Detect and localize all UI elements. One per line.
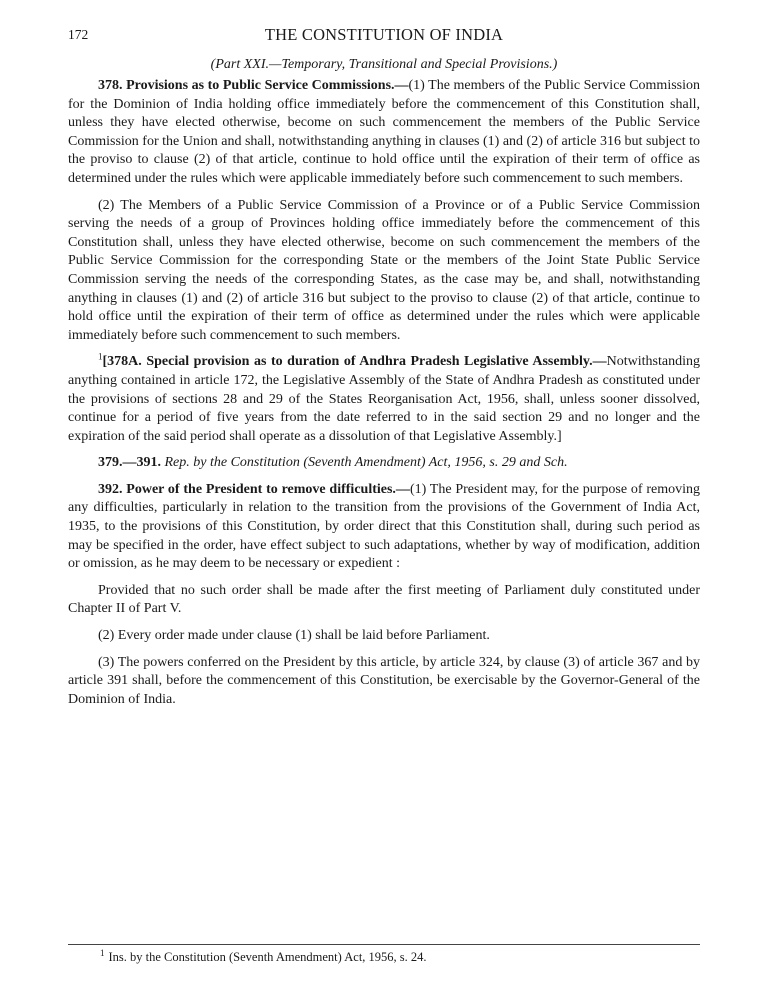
article-379-391-heading: 379.—391.	[98, 455, 161, 471]
article-378-clause-1	[68, 77, 700, 189]
article-392-clause-2: (2) Every order made under clause (1) shall be laid before Parliament.	[98, 628, 490, 644]
footnote-marker: 1	[100, 948, 105, 958]
article-392-clause-3: (3) The powers conferred on the President by this article, by article 324, by clause (3) of article 367 and by article 391 shall, before the commencement of this Constitution, be exercisable by the Governor-General of the Dominion of India.	[68, 654, 700, 707]
article-378-heading: 378. Provisions as to Public Service Commissions.—	[98, 78, 409, 93]
page-title: THE CONSTITUTION OF INDIA	[264, 25, 504, 44]
article-378-clause-2: (2) The Members of a Public Service Commission of a Province or of a Public Service Commission serving the needs of a group of Provinces holding office immediately before the commencement of this Constitution shall, unless they have elected otherwise, become on such commencement the members of the Public Service Commission for the corresponding State or the members of the Joint State Public Service Commission serving the needs of the corresponding States, as the case may be, and shall, notwithstanding anything in clauses (1) and (2) of article 316 but subject to the proviso to clause (2) of that article, continue to hold office until the expiration of their term of office as determined under the rules which were applicable immediately before such commencement to such members.	[68, 197, 700, 343]
article-379-391	[68, 454, 700, 473]
article-392-proviso: Provided that no such order shall be made after the first meeting of Parliament duly constituted under Chapter II of Part V.	[68, 582, 700, 617]
article-378-clause-1-text: (1) The members of the Public Service Commission for the Dominion of India holding office immediately before the commencement of this Constitution shall, unless they have elected otherwise, become on such commencement the members of the Public Service Commission for the Union and shall, notwithstanding anything in clauses (1) and (2) of article 316 but subject to the proviso to clause (2) of that article, continue to hold office until the expiration of their term of office as determined under the rules which were applicable immediately before such commencement to such members.	[68, 78, 700, 186]
page-number: 172	[68, 27, 89, 42]
article-378A	[68, 353, 700, 446]
footnote	[100, 948, 427, 965]
page-body	[68, 77, 700, 717]
footnote-text: Ins. by the Constitution (Seventh Amendment) Act, 1956, s. 24.	[108, 950, 427, 965]
article-392-clause-1	[68, 481, 700, 574]
article-392-clause-1-text: (1) The President may, for the purpose of removing any difficulties, particularly in relation to the transition from the provisions of the Government of India Act, 1935, to the provisions of this Constitution, by order direct that this Constitution shall, during such period as may be specified in the order, have effect subject to such adaptations, whether by way of modification, addition or omission, as he may deem to be necessary or expedient :	[68, 481, 700, 572]
article-379-391-text: Rep. by the Constitution (Seventh Amendment) Act, 1956, s. 29 and Sch.	[164, 455, 568, 471]
article-378A-text: Notwithstanding anything contained in article 172, the Legislative Assembly of the State of Andhra Pradesh as constituted under the provisions of sections 28 and 29 of the States Reorganisation Act, 1956, shall, unless sooner dissolved, continue for a period of five years from the date referred to in the said section 29 and no longer and the expiration of the said period shall operate as a dissolution of that Legislative Assembly.]	[68, 354, 700, 444]
footnote-reference[interactable]: 1	[98, 351, 103, 362]
part-heading: (Part XXI.—Temporary, Transitional and Special Provisions.)	[210, 57, 558, 72]
article-392-heading: 392. Power of the President to remove difficulties.—	[98, 481, 410, 497]
footnote-divider	[68, 944, 700, 945]
article-378A-heading: [378A. Special provision as to duration of Andhra Pradesh Legislative Assembly.—	[102, 354, 607, 370]
